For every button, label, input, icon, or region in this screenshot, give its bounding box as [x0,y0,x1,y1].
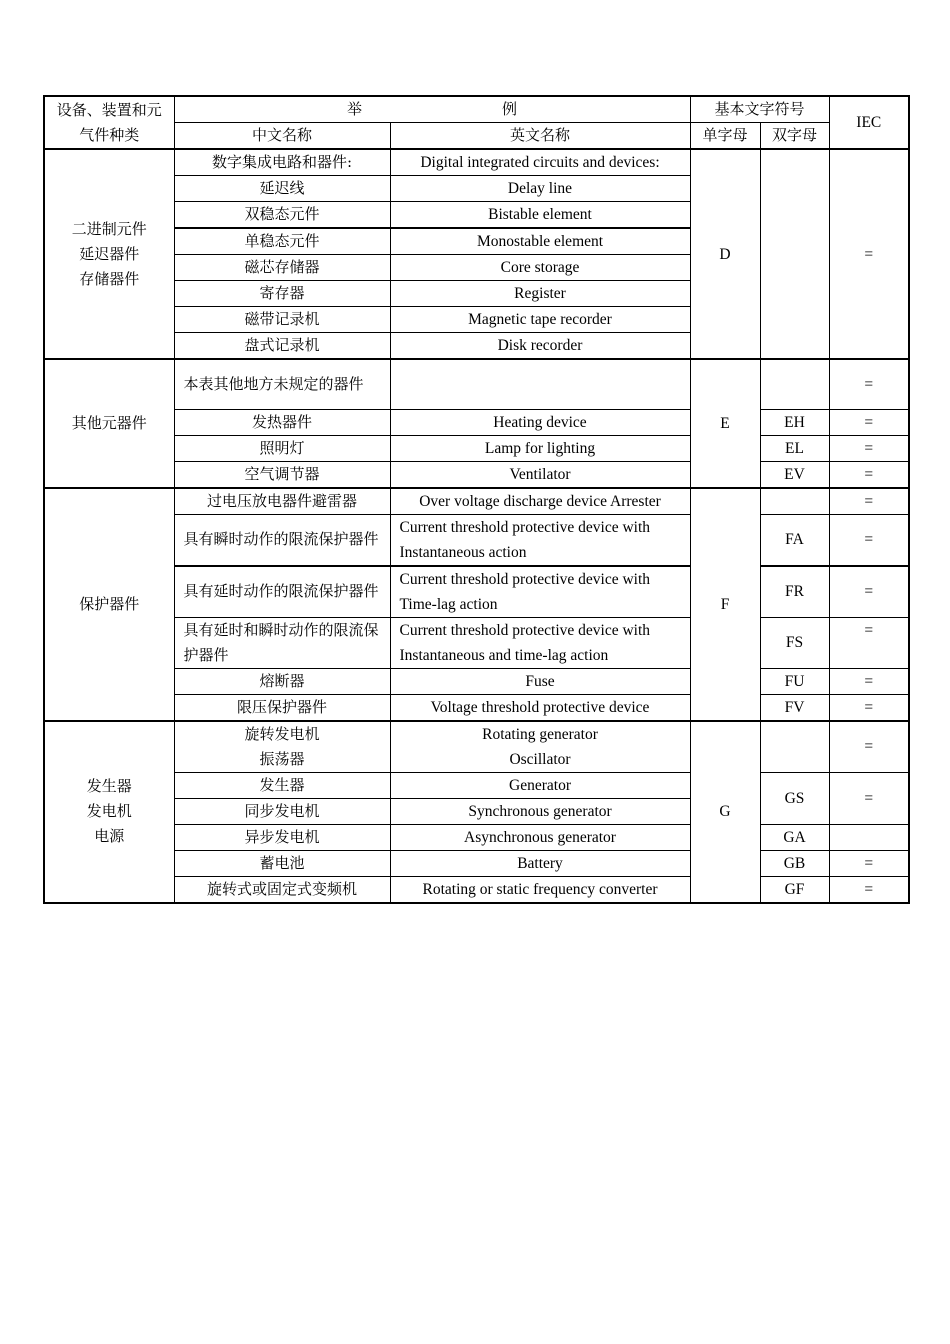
en-name-line: Rotating generator [482,725,598,743]
en-name-cell: Delay line [390,176,690,202]
en-name-cell: Generator [390,772,690,798]
iec-cell: = [829,488,909,515]
category-cell-g [44,721,174,903]
iec-cell: = [829,566,909,618]
cn-name-cell: 旋转式或固定式变频机 [174,876,390,903]
category-cell-e [44,359,174,488]
iec-cell: = [829,721,909,773]
en-name-cell: Current threshold protective device with Time-lag action [390,566,690,618]
en-name-cell: Ventilator [390,461,690,488]
double-letter-cell: EH [760,409,829,435]
cn-name-cell: 单稳态元件 [174,228,390,255]
single-letter-cell: E [690,359,760,488]
category-line: 延迟器件 [79,244,140,263]
category-line: 二进制元件 [71,219,147,238]
iec-cell: = [829,461,909,488]
en-name-cell: Current threshold protective device with Instantaneous and time-lag action [390,617,690,668]
single-letter-cell: G [690,721,760,903]
iec-cell: = [829,694,909,721]
table-row [44,149,909,176]
cn-name-cell: 双稳态元件 [174,202,390,229]
table-row [44,566,909,618]
category-line: 发生器 [86,777,132,795]
table-row [44,824,909,850]
cn-name-cell: 照明灯 [174,435,390,461]
double-letter-cell [760,149,829,359]
table-row [44,721,909,773]
double-letter-cell: EL [760,435,829,461]
iec-cell: = [829,772,909,824]
en-name-cell: Asynchronous generator [390,824,690,850]
header-english-name: 英文名称 [390,123,690,150]
header-category [44,96,174,149]
header-single-letter: 单字母 [690,123,760,150]
header-row-2 [44,123,909,150]
cn-name-line: 旋转发电机 [244,724,320,743]
double-letter-cell: EV [760,461,829,488]
en-name-cell: Over voltage discharge device Arrester [390,488,690,515]
cn-name-cell [174,721,390,773]
symbol-table [43,95,910,904]
double-letter-cell: FU [760,668,829,694]
cn-name-cell: 具有延时和瞬时动作的限流保护器件 [174,617,390,668]
double-letter-cell: GS [760,772,829,824]
category-line: 保护器件 [79,594,140,613]
iec-cell: = [829,617,909,668]
en-name-cell: Voltage threshold protective device [390,694,690,721]
cn-name-cell: 磁芯存储器 [174,255,390,281]
cn-name-cell: 本表其他地方未规定的器件 [174,359,390,409]
table-row [44,850,909,876]
category-cell-f [44,488,174,721]
en-name-cell: Fuse [390,668,690,694]
double-letter-cell [760,359,829,409]
table-row [44,435,909,461]
header-example-char2: 例 [502,100,518,118]
cn-name-cell: 寄存器 [174,281,390,307]
table-row [44,694,909,721]
double-letter-cell: FA [760,514,829,566]
cn-name-cell: 发热器件 [174,409,390,435]
en-name-cell: Digital integrated circuits and devices: [390,149,690,176]
cn-name-cell: 具有延时动作的限流保护器件 [174,566,390,618]
double-letter-cell [760,721,829,773]
category-cell-d [44,149,174,359]
en-name-cell: Disk recorder [390,333,690,360]
category-line: 电源 [94,827,125,845]
cn-name-cell: 数字集成电路和器件: [174,149,390,176]
cn-name-cell: 延迟线 [174,176,390,202]
header-category-line1: 设备、装置和元 [56,100,162,119]
en-name-cell: Synchronous generator [390,798,690,824]
en-name-cell: Current threshold protective device with Instantaneous action [390,514,690,566]
cn-name-cell: 异步发电机 [174,824,390,850]
cn-name-cell: 具有瞬时动作的限流保护器件 [174,514,390,566]
en-name-cell [390,359,690,409]
cn-name-cell: 过电压放电器件避雷器 [174,488,390,515]
en-name-cell: Battery [390,850,690,876]
en-name-cell: Register [390,281,690,307]
table-row [44,514,909,566]
iec-cell: = [829,850,909,876]
category-line: 其他元器件 [71,413,147,432]
table-row [44,488,909,515]
en-name-cell: Rotating or static frequency converter [390,876,690,903]
header-example [174,96,690,123]
cn-name-cell: 磁带记录机 [174,307,390,333]
cn-name-cell: 发生器 [174,772,390,798]
iec-cell: = [829,514,909,566]
header-iec: IEC [829,96,909,149]
en-name-cell: Heating device [390,409,690,435]
double-letter-cell: GF [760,876,829,903]
en-name-cell [390,721,690,773]
en-name-cell: Lamp for lighting [390,435,690,461]
symbol-table-container [43,95,908,904]
cn-name-cell: 同步发电机 [174,798,390,824]
cn-name-cell: 限压保护器件 [174,694,390,721]
iec-cell: = [829,876,909,903]
iec-cell: = [829,359,909,409]
header-example-char1: 举 [346,100,362,118]
cn-name-cell: 熔断器 [174,668,390,694]
table-row [44,409,909,435]
header-double-letter: 双字母 [760,123,829,150]
table-row [44,876,909,903]
table-row [44,617,909,668]
iec-cell: = [829,149,909,359]
iec-cell: = [829,409,909,435]
double-letter-cell: FV [760,694,829,721]
header-chinese-name: 中文名称 [174,123,390,150]
cn-name-line: 振荡器 [259,749,305,768]
double-letter-cell: GA [760,824,829,850]
header-basic-symbol: 基本文字符号 [690,96,829,123]
iec-cell: = [829,435,909,461]
double-letter-cell: GB [760,850,829,876]
table-row [44,772,909,798]
single-letter-cell: F [690,488,760,721]
cn-name-cell: 盘式记录机 [174,333,390,360]
en-name-cell: Magnetic tape recorder [390,307,690,333]
double-letter-cell: FR [760,566,829,618]
table-row [44,461,909,488]
category-line: 存储器件 [79,269,140,288]
en-name-cell: Core storage [390,255,690,281]
en-name-cell: Bistable element [390,202,690,229]
cn-name-cell: 蓄电池 [174,850,390,876]
double-letter-cell: FS [760,617,829,668]
category-line: 发电机 [86,802,132,820]
en-name-line: Oscillator [509,750,571,768]
table-row [44,359,909,409]
double-letter-cell [760,488,829,515]
header-category-line2: 气件种类 [79,125,140,144]
en-name-cell: Monostable element [390,228,690,255]
header-row-1 [44,96,909,123]
single-letter-cell: D [690,149,760,359]
table-row [44,668,909,694]
iec-cell: = [829,668,909,694]
cn-name-cell: 空气调节器 [174,461,390,488]
iec-cell [829,824,909,850]
